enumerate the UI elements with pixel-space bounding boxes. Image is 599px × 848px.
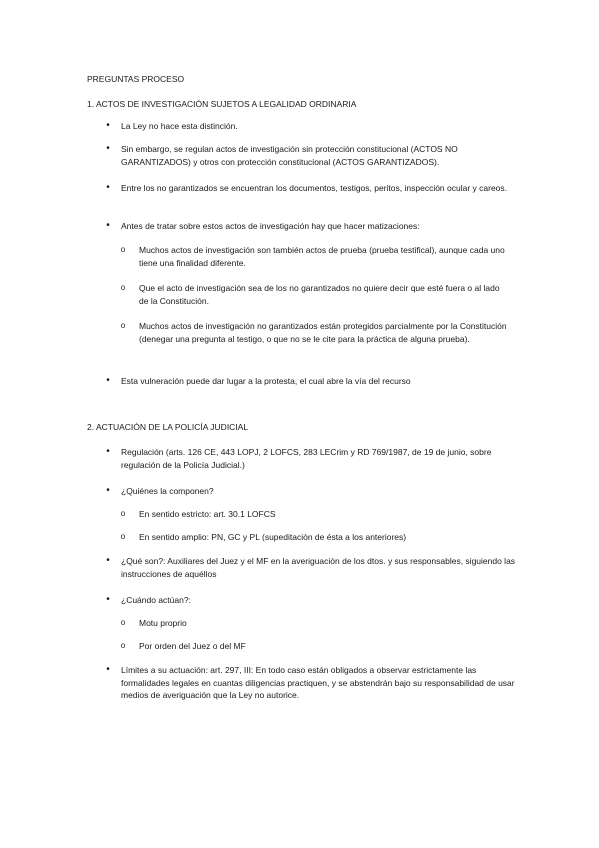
bullet-icon: • bbox=[106, 446, 110, 457]
bullet-icon: • bbox=[106, 375, 110, 386]
bullet-icon: • bbox=[106, 594, 110, 605]
document-title: PREGUNTAS PROCESO bbox=[87, 74, 185, 84]
circle-bullet-icon: o bbox=[120, 532, 126, 541]
circle-bullet-icon: o bbox=[120, 245, 126, 254]
circle-bullet-icon: o bbox=[120, 618, 126, 627]
bullet-icon: • bbox=[106, 485, 110, 496]
circle-bullet-icon: o bbox=[120, 509, 126, 518]
section-1-heading: 1. ACTOS DE INVESTIGACIÓN SUJETOS A LEGALIDAD ORDINARIA bbox=[87, 99, 357, 109]
bullet-icon: • bbox=[106, 555, 110, 566]
bullet-icon: • bbox=[106, 664, 110, 675]
bullet-icon: • bbox=[106, 220, 110, 231]
bullet-icon: • bbox=[106, 182, 110, 193]
circle-bullet-icon: o bbox=[120, 321, 126, 330]
document-page: PREGUNTAS PROCESO 1. ACTOS DE INVESTIGACIÓN SUJETOS A LEGALIDAD ORDINARIA • La Ley no hace esta distinción. • Sin embargo, se regulan actos de investigación sin protección constitucional (ACTOS NO GARANTIZADOS) y otros con protección constitucional (ACTOS GARANTIZADOS). • Entre los no garantizados se encuentran los documentos, testigos, peritos, inspección ocular y careos. • Antes de tratar sobre estos actos de investigación hay que hacer matizaciones: o Muchos actos de investigación son también actos de prueba (prueba testifical), aunque cada uno tiene una finalidad diferente. o Que el acto de investigación sea de los no garantizados no quiere decir que esté fuera o al lado de la Constitución. o Muchos actos de investigación no garantizados están protegidos parcialmente por la Constitución (denegar una pregunta al testigo, o que no se le cite para la práctica de alguna prueba). • Esta vulneración puede dar lugar a la protesta, el cual abre la vía del recurso 2. ACTUACIÓN DE LA POLICÍA JUDICIAL • Regulación (arts. 126 CE, 443 LOPJ, 2 LOFCS, 283 LECrim y RD 769/1987, de 19 de junio, sobre regulación de la Policía Judicial.) • ¿Quiénes la componen? o En sentido estricto: art. 30.1 LOFCS o En sentido amplio: PN, GC y PL (supeditación de ésta a los anteriores) • ¿Qué son?: Auxiliares del Juez y el MF en la averiguación de los dtos. y sus responsables, siguiendo las instrucciones de aquéllos • ¿Cuándo actúan?: o Motu proprio o Por orden del Juez o del MF • Límites a su actuación: art. 297, III: En todo caso están obligados a observar estrictamente las formalidades legales en cuantas diligencias practiquen, y se abstendrán bajo su responsabilidad de usar medios de averiguación que la Ley no autorice. bbox=[87, 74, 516, 700]
bullet-icon: • bbox=[106, 120, 110, 131]
circle-bullet-icon: o bbox=[120, 283, 126, 292]
bullet-icon: • bbox=[106, 143, 110, 154]
circle-bullet-icon: o bbox=[120, 641, 126, 650]
section-2-heading: 2. ACTUACIÓN DE LA POLICÍA JUDICIAL bbox=[87, 422, 249, 432]
